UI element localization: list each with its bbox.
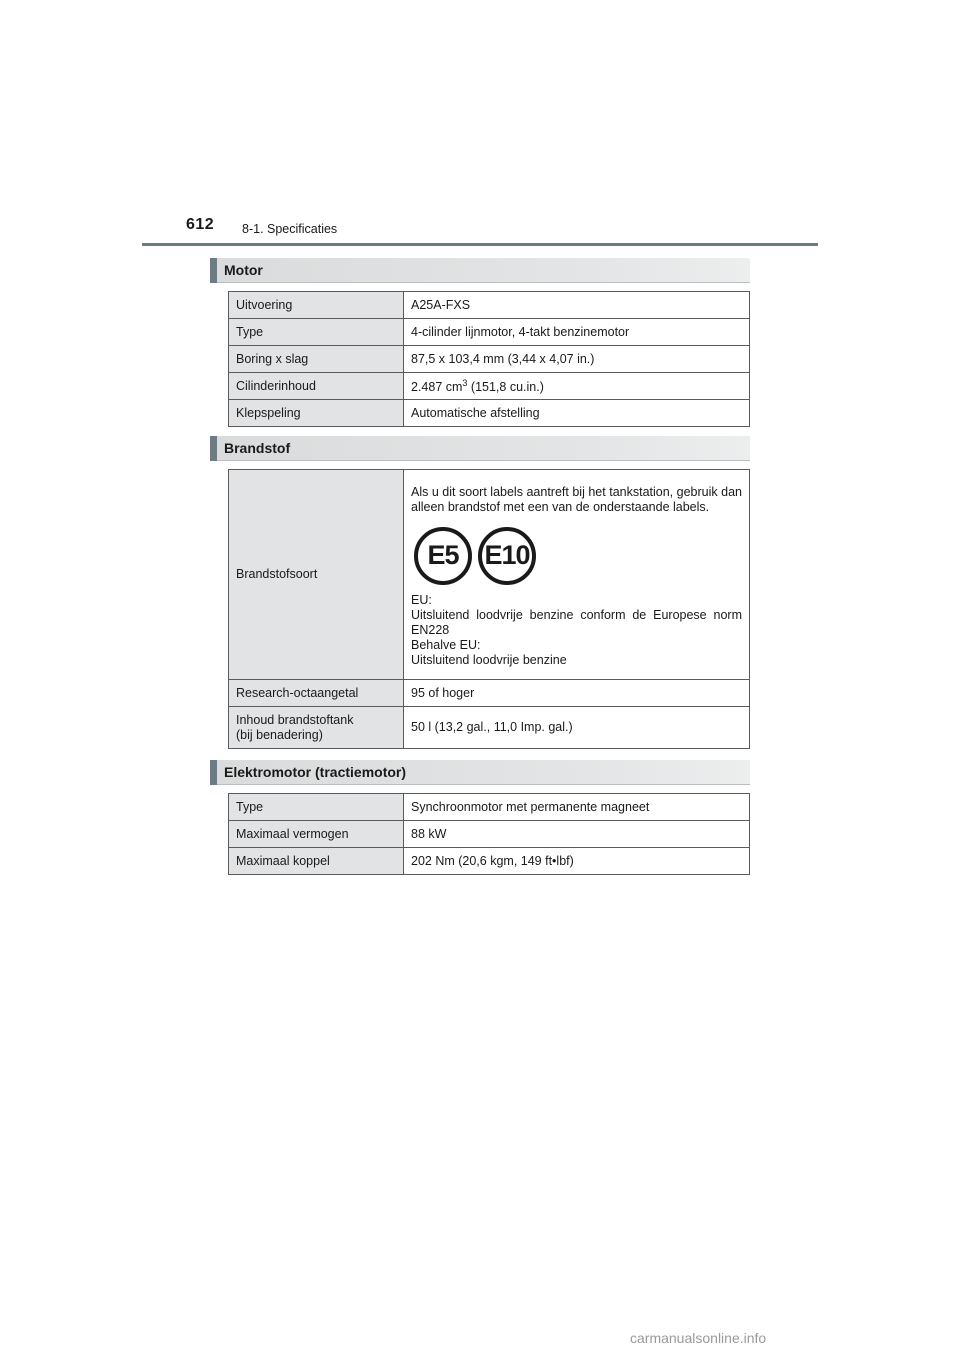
fuel-label-e10-badge: E10 [478,527,536,585]
label-line: (bij benadering) [236,727,323,742]
spec-value: Automatische afstelling [404,400,750,427]
spec-label [229,707,404,749]
non-eu-text: Uitsluitend loodvrije benzine [411,652,567,667]
spec-value [404,373,750,400]
table-row [229,292,750,319]
fuel-label-e5-badge: E5 [414,527,472,585]
spec-label: Cilinderinhoud [229,373,404,400]
section-heading-brandstof [210,436,750,461]
electric-motor-spec-table [228,793,750,875]
fuel-label-intro: Als u dit soort labels aantreft bij het tankstation, gebruik dan alleen brandstof met een van de onderstaande labels. [411,484,742,514]
spec-label: Research-octaangetal [229,680,404,707]
spec-value: 87,5 x 103,4 mm (3,44 x 4,07 in.) [404,346,750,373]
spec-value: Synchroonmotor met permanente magneet [404,794,750,821]
spec-value: 88 kW [404,821,750,848]
page-number: 612 [186,216,215,233]
watermark: carmanualsonline.info [630,1330,767,1346]
spec-value: A25A-FXS [404,292,750,319]
spec-value: 50 l (13,2 gal., 11,0 Imp. gal.) [404,707,750,749]
spec-value: 4-cilinder lijnmotor, 4-takt benzinemotor [404,319,750,346]
spec-label: Maximaal koppel [229,848,404,875]
header-rule [142,243,818,246]
spec-label: Klepspeling [229,400,404,427]
section-heading-elektromotor [210,760,750,785]
section-title: Brandstof [224,440,291,456]
spec-label: Maximaal vermogen [229,821,404,848]
spec-label: Type [229,319,404,346]
non-eu-heading: Behalve EU: [411,637,481,652]
section-title: Elektromotor (tractiemotor) [224,764,407,780]
motor-spec-table [228,291,750,427]
table-row [229,848,750,875]
fuel-spec-table [228,469,750,749]
value-superscript: 3 [462,378,468,389]
table-row [229,319,750,346]
table-row [229,680,750,707]
table-row [229,707,750,749]
table-row [229,400,750,427]
spec-label: Uitvoering [229,292,404,319]
value-main: 2.487 cm [411,380,463,395]
spec-label: Boring x slag [229,346,404,373]
table-row [229,346,750,373]
eu-text: Uitsluitend loodvrije benzine conform de Europese norm EN228 [411,607,742,637]
value-suffix: (151,8 cu.in.) [467,380,544,395]
eu-heading: EU: [411,592,432,607]
spec-label: Type [229,794,404,821]
chapter-title: 8-1. Specificaties [242,222,338,236]
spec-label: Brandstofsoort [229,470,404,680]
fuel-badges [414,527,742,585]
table-row [229,794,750,821]
spec-value [404,470,750,680]
label-line: Inhoud brandstoftank [236,712,354,727]
spec-value: 202 Nm (20,6 kgm, 149 ft•lbf) [404,848,750,875]
section-heading-motor [210,258,750,283]
table-row [229,470,750,680]
table-row [229,373,750,400]
table-row [229,821,750,848]
section-title: Motor [224,262,263,278]
spec-value: 95 of hoger [404,680,750,707]
